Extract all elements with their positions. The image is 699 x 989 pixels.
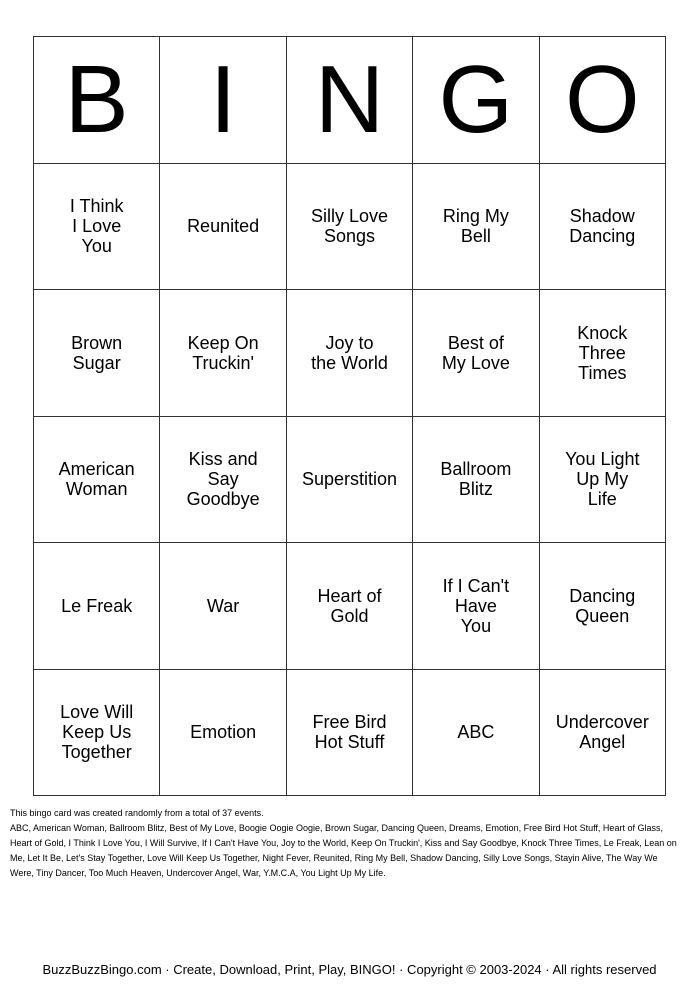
footer-text: BuzzBuzzBingo.com · Create, Download, Print, Play, BINGO! · Copyright © 2003-2024 · All rights reserved <box>42 962 657 977</box>
bingo-cell: Best of My Love <box>413 290 539 417</box>
bingo-cell: If I Can't Have You <box>413 543 539 670</box>
bingo-cell: American Woman <box>34 417 160 544</box>
bingo-card <box>33 36 666 796</box>
bingo-cell: You Light Up My Life <box>540 417 666 544</box>
bingo-cell: War <box>160 543 286 670</box>
header-letter-b: B <box>34 37 160 164</box>
bingo-cell: Silly Love Songs <box>287 164 413 291</box>
bingo-cell: Le Freak <box>34 543 160 670</box>
bingo-cell: Keep On Truckin' <box>160 290 286 417</box>
bingo-cell: Free Bird Hot Stuff <box>287 670 413 797</box>
bingo-cell: Joy to the World <box>287 290 413 417</box>
bingo-cell: Ring My Bell <box>413 164 539 291</box>
bingo-cell: Dancing Queen <box>540 543 666 670</box>
info-summary: This bingo card was created randomly from a total of 37 events. <box>10 808 264 818</box>
card-info <box>10 806 680 881</box>
header-letter-i: I <box>160 37 286 164</box>
bingo-cell: Kiss and Say Goodbye <box>160 417 286 544</box>
bingo-cell: Brown Sugar <box>34 290 160 417</box>
bingo-cell: I Think I Love You <box>34 164 160 291</box>
bingo-cell: ABC <box>413 670 539 797</box>
header-letter-g: G <box>413 37 539 164</box>
header-letter-n: N <box>287 37 413 164</box>
bingo-cell: Emotion <box>160 670 286 797</box>
bingo-cell: Undercover Angel <box>540 670 666 797</box>
bingo-cell: Reunited <box>160 164 286 291</box>
bingo-cell: Ballroom Blitz <box>413 417 539 544</box>
info-events-list: ABC, American Woman, Ballroom Blitz, Best of My Love, Boogie Oogie Oogie, Brown Sugar, Dancing Queen, Dreams, Emotion, Free Bird Hot Stuff, Heart of Glass, Heart of Gold, I Think I Love You, I Will Survive, If I Can't Have You, Joy to the World, Keep On Truckin', Kiss and Say Goodbye, Knock Three Times, Le Freak, Lean on Me, Let It Be, Let's Stay Together, Love Will Keep Us Together, Night Fever, Reunited, Ring My Bell, Shadow Dancing, Silly Love Songs, Stayin Alive, The Way We Were, Tiny Dancer, Too Much Heaven, Undercover Angel, War, Y.M.C.A, You Light Up My Life. <box>10 823 677 878</box>
bingo-cell: Love Will Keep Us Together <box>34 670 160 797</box>
header-letter-o: O <box>540 37 666 164</box>
bingo-cell: Knock Three Times <box>540 290 666 417</box>
bingo-cell: Shadow Dancing <box>540 164 666 291</box>
bingo-cell: Heart of Gold <box>287 543 413 670</box>
bingo-cell: Superstition <box>287 417 413 544</box>
